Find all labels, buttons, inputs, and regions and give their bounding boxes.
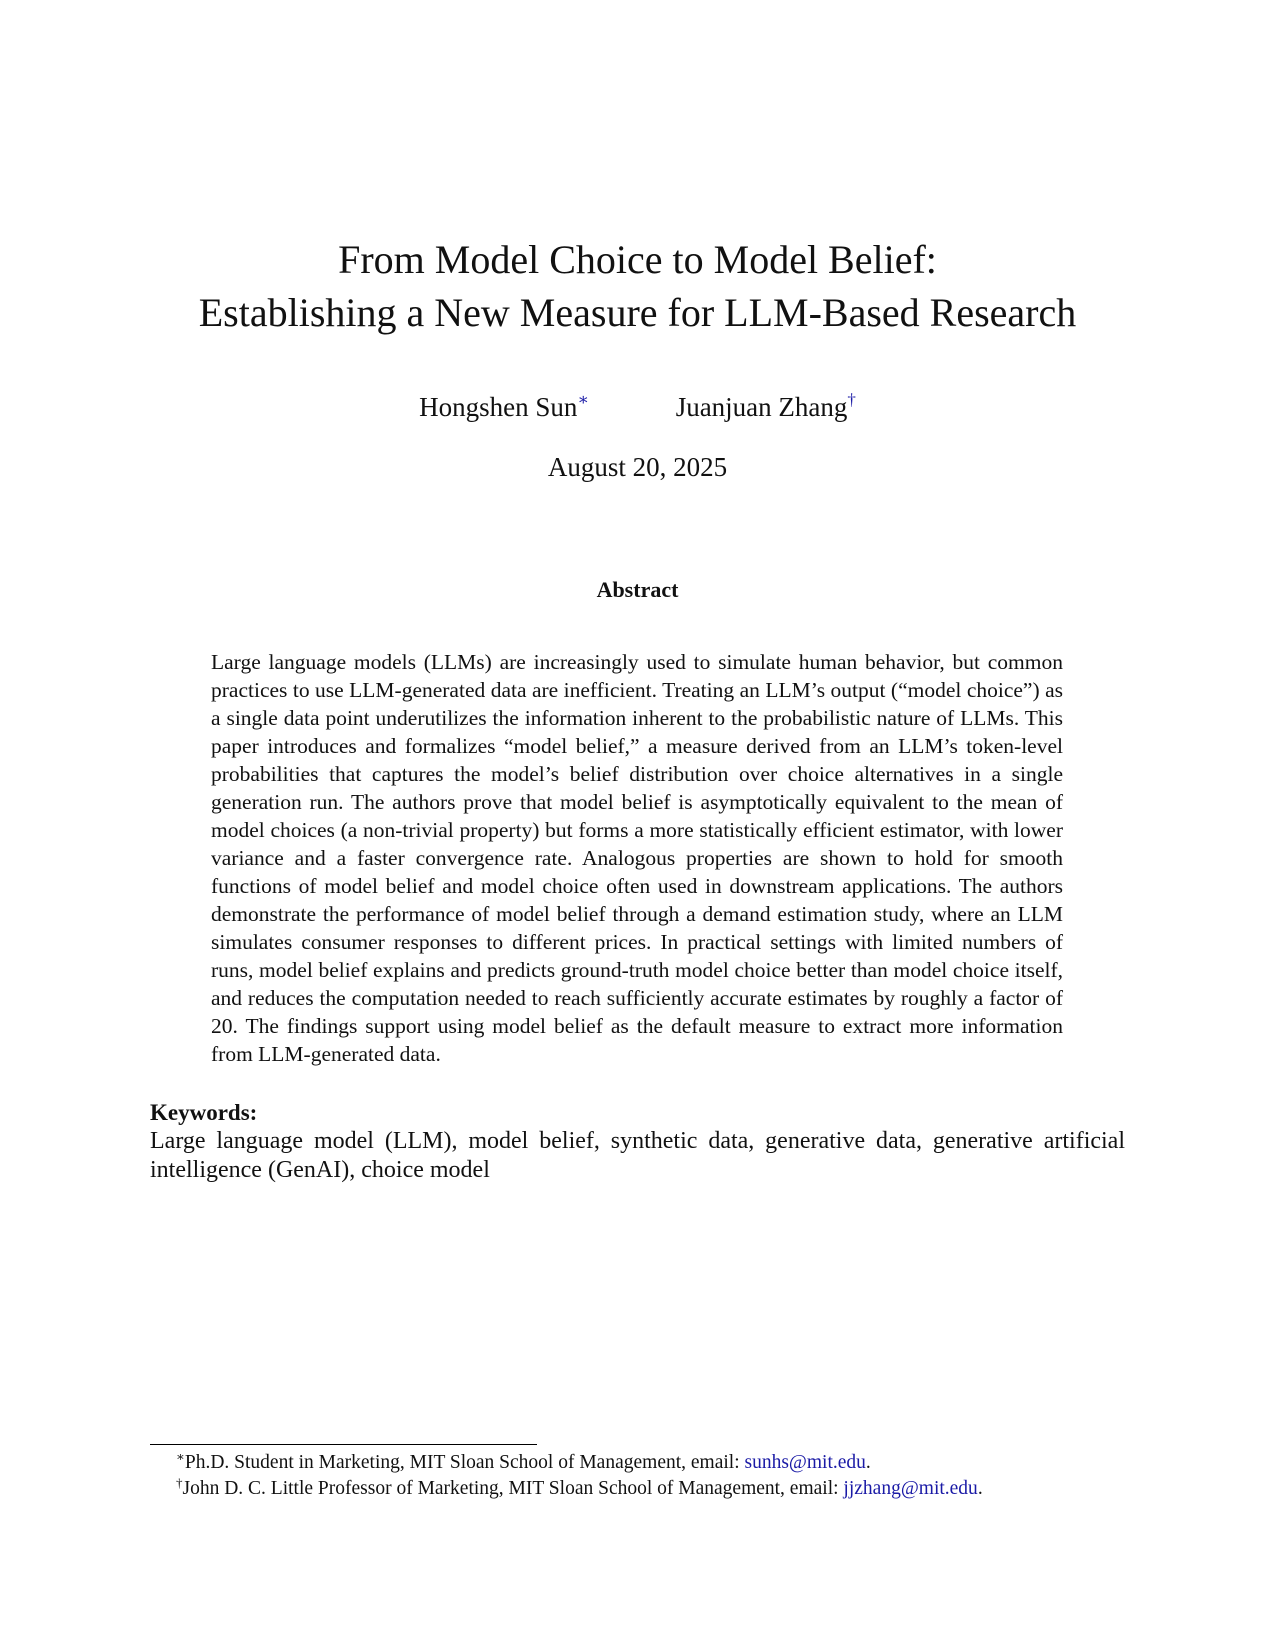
footnote-2: [150, 1476, 1125, 1502]
footnote-mark: ∗: [176, 1449, 185, 1464]
author-list: [0, 390, 1275, 424]
author-name: Juanjuan Zhang: [675, 392, 848, 422]
email-link[interactable]: jjzhang@mit.edu: [843, 1478, 978, 1499]
footnote-1: [150, 1450, 1125, 1476]
paper-title: [0, 233, 1275, 339]
footnote-rule: [150, 1444, 537, 1445]
abstract-text: Large language models (LLMs) are increasingly used to simulate human behavior, but common practices to use LLM-generated data are inefficient. Treating an LLM’s output (“model choice”) as a single data point underutilizes the information inherent to the probabilistic nature of LLMs. This paper introduces and formalizes “model belief,” a measure derived from an LLM’s token-level probabilities that captures the model’s belief distribution over choice alternatives in a single generation run. The authors prove that model belief is asymptotically equivalent to the mean of model choices (a non-trivial property) but forms a more statistically efficient estimator, with lower variance and a faster convergence rate. Analogous properties are shown to hold for smooth functions of model belief and model choice often used in downstream applications. The authors demonstrate the performance of model belief through a demand estimation study, where an LLM simulates consumer responses to different prices. In practical settings with limited numbers of runs, model belief explains and predicts ground-truth model choice better than model choice itself, and reduces the computation needed to reach sufficiently accurate estimates by roughly a factor of 20. The findings support using model belief as the default measure to extract more information from LLM-generated data.: [211, 650, 1063, 1066]
author-name: Hongshen Sun: [419, 392, 578, 422]
footnote-mark: †: [176, 1475, 183, 1490]
footnote-end: .: [865, 1452, 871, 1473]
footnote-link[interactable]: †: [847, 390, 856, 409]
footnotes: [150, 1450, 1125, 1502]
footnote-end: .: [977, 1478, 983, 1499]
footnote-text: Ph.D. Student in Marketing, MIT Sloan School of Management, email:: [184, 1452, 745, 1473]
title-line-2: Establishing a New Measure for LLM-Based Research: [198, 290, 1077, 335]
email-link[interactable]: sunhs@mit.edu: [744, 1452, 866, 1473]
keywords-heading: Keywords:: [150, 1100, 258, 1125]
footnote-link[interactable]: ∗: [577, 390, 589, 409]
footnote-text: John D. C. Little Professor of Marketing, MIT Sloan School of Management, email:: [182, 1478, 844, 1499]
author-1: [419, 390, 589, 424]
abstract-heading: Abstract: [596, 577, 679, 602]
keywords-text: Large language model (LLM), model belief, synthetic data, generative data, generative artificial intelligence (GenAI), choice model: [150, 1128, 1125, 1183]
title-line-1: From Model Choice to Model Belief:: [338, 237, 937, 282]
publication-date: August 20, 2025: [547, 452, 728, 482]
author-2: [676, 390, 856, 424]
